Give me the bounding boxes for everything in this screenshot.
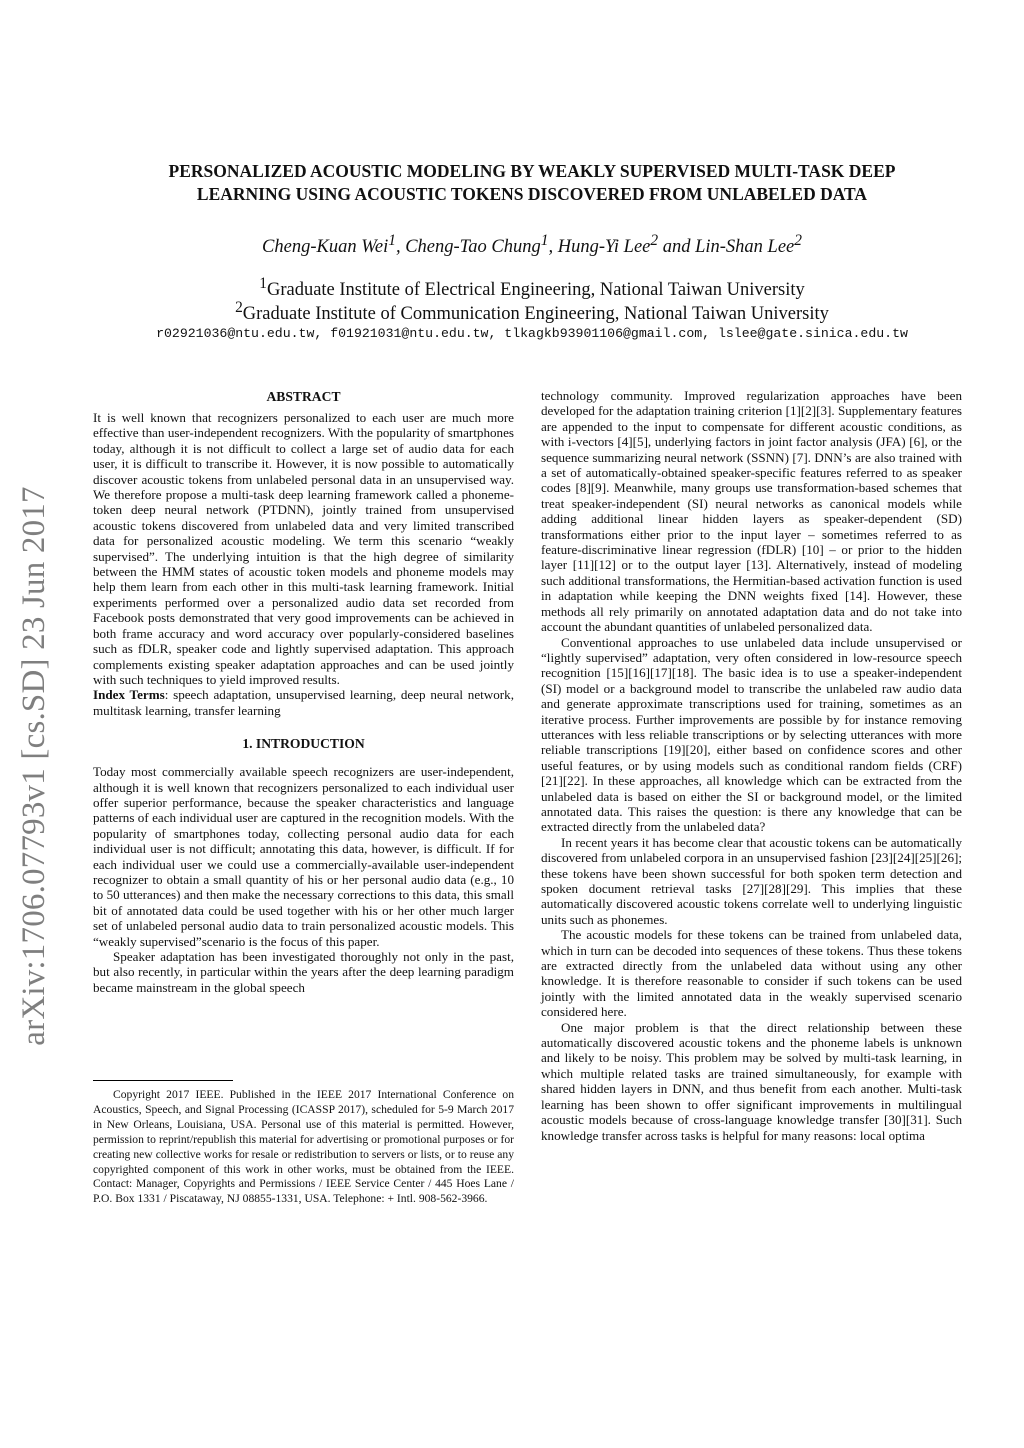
body-paragraph-4: The acoustic models for these tokens can be trained from unlabeled data, which in turn can be decoded into sequences of these tokens. Thus these tokens are extracted directly from the unlabeled data without using any other knowledge. It is therefore reasonable to consider if such tokens can be used jointly with the limited annotated data in the weakly supervised scenario considered here.	[541, 927, 962, 1020]
arxiv-identifier: arXiv:1706.07793v1 [cs.SD] 23 Jun 2017	[16, 486, 52, 1046]
left-column	[93, 388, 514, 995]
affiliation-2	[60, 296, 1004, 326]
footnote-rule	[93, 1080, 233, 1081]
author-name: Lin-Shan Lee	[695, 237, 795, 258]
author-emails: r02921036@ntu.edu.tw, f01921031@ntu.edu.tw, tlkagkb93901106@gmail.com, lslee@gate.sinica.edu.tw	[156, 326, 908, 341]
title-line-1: PERSONALIZED ACOUSTIC MODELING BY WEAKLY SUPERVISED MULTI-TASK DEEP	[168, 161, 896, 181]
author-affil-mark: 2	[650, 232, 659, 249]
body-paragraph-1: technology community. Improved regularization approaches have been developed for the adaptation training criterion [1][2][3]. Supplementary features are appended to the input to compensate for different acoustic conditions, as with i-vectors [4][5], underlying factors in joint factor analysis (JFA) [6], or the sequence summarizing neural network (SSNN) [7]. DNN’s are also trained with a set of automatically-obtained speaker-specific features referred to as speaker codes [8][9]. Meanwhile, many groups use transformation-based schemes that treat speaker-independent (SI) neural networks as canonical models while adding additional linear hidden layers as speaker-dependent (SD) transformations either prior to the input layer – sometimes referred to as feature-discriminative linear regression (fDLR) [10] – or prior to the hidden layer [11][12] or to the output layer [13]. Alternatively, instead of modeling such additional transformations, the Hermitian-based activation function is used in adaptation while keeping the DNN weights fixed [14]. However, these methods all rely primarily on annotated adaptation data and do not take into account the abundant quantities of unlabeled personalized data.	[541, 388, 962, 635]
author-affil-mark: 1	[540, 232, 549, 249]
author-separator: and	[658, 237, 696, 258]
abstract-text: It is well known that recognizers personalized to each user are much more effective than user-independent recognizers. With the popularity of smartphones today, although it is not difficult to collect a large set of audio data for each user, it is difficult to transcribe it. However, it is now possible to automatically discover acoustic tokens from unlabeled personal data in an unsupervised way. We therefore propose a multi-task deep learning framework called a phoneme-token deep neural network (PTDNN), jointly trained from unsupervised acoustic tokens discovered from unlabeled data and very limited transcribed data for personalized acoustic modeling. We term this scenario “weakly supervised”. The underlying intuition is that the high degree of similarity between the HMM states of acoustic token models and phoneme models may help them learn from each other in this multi-task learning framework. Initial experiments performed over a personalized audio data set recorded from Facebook posts demonstrated that very good improvements can be achieved in both frame accuracy and word accuracy over popularly-considered baselines such as fDLR, speaker code and lightly supervised adaptation. This approach complements existing speaker adaptation approaches and can be used jointly with such techniques to yield improved results.	[93, 410, 514, 687]
intro-paragraph-2: Speaker adaptation has been investigated thoroughly not only in the past, but also recently, in particular within the years after the deep learning paradigm became mainstream in the global speech	[93, 949, 514, 995]
affiliation-text: Graduate Institute of Electrical Engineering, National Taiwan University	[266, 280, 805, 301]
author-name: Cheng-Tao Chung	[405, 237, 541, 258]
affiliation-mark: 2	[235, 299, 243, 316]
author-separator: ,	[548, 237, 558, 258]
index-terms-text: : speech adaptation, unsupervised learning, deep neural network, multitask learning, transfer learning	[93, 687, 514, 718]
body-paragraph-2: Conventional approaches to use unlabeled data include unsupervised or “lightly supervised” adaptation, very often considered in low-resource speech recognition [15][16][17][18]. The basic idea is to use a speaker-independent (SI) model or a background model to transcribe the unlabeled raw audio data and generate approximate transcriptions used for training, sometimes as an iterative process. Further improvements are possible by for instance removing utterances with less reliable transcriptions or by selecting utterances with more reliable transcriptions [19][20], either based on confidence scores and other useful features, or by using models such as conditional random fields (CRF) [21][22]. In these approaches, all knowledge which can be extracted from the unlabeled data is based on either the SI or background model, or the limited annotated data. This raises the question: is there any knowledge that can be extracted directly from the unlabeled data?	[541, 634, 962, 835]
affiliation-mark: 1	[259, 275, 267, 292]
author-name: Cheng-Kuan Wei	[262, 237, 389, 258]
paper-title	[60, 160, 1004, 206]
author-list	[60, 229, 1004, 259]
affiliation-text: Graduate Institute of Communication Engineering, National Taiwan University	[242, 304, 829, 325]
title-line-2: LEARNING USING ACOUSTIC TOKENS DISCOVERED FROM UNLABELED DATA	[196, 184, 868, 204]
right-column	[541, 388, 962, 1143]
intro-paragraph-1: Today most commercially available speech recognizers are user-independent, although it is well known that recognizers personalized to each individual user offer superior performance, because the speaker characteristics and language patterns of each individual user are captured in the recognition models. With the popularity of smartphones today, collecting personal audio data for each individual user is not difficult; annotating this data, however, is difficult. If for each individual user we could use a commercially-available user-independent recognizer to obtain a small quantity of his or her personal audio data (e.g., 10 to 50 utterances) and then make the necessary corrections to this data, this small bit of annotated data could be used together with his or her other much larger set of unlabeled personal audio data to train personalized acoustic models. This “weakly supervised”scenario is the focus of this paper.	[93, 764, 514, 949]
author-name: Hung-Yi Lee	[557, 237, 651, 258]
abstract-heading: ABSTRACT	[266, 389, 341, 404]
author-affil-mark: 2	[794, 232, 802, 249]
introduction-heading: 1. INTRODUCTION	[242, 736, 365, 752]
body-paragraph-3: In recent years it has become clear that acoustic tokens can be automatically discovered from unlabeled corpora in an unsupervised fashion [23][24][25][26]; these tokens have been shown successful for both spoken term detection and spoken document retrieval tasks [27][28][29]. This implies that these automatically discovered acoustic tokens correlate well to underlying linguistic units such as phonemes.	[541, 834, 962, 927]
copyright-notice	[93, 1088, 514, 1207]
author-separator: ,	[395, 237, 406, 258]
index-terms	[93, 687, 514, 718]
author-affil-mark: 1	[388, 232, 396, 249]
index-terms-label: Index Terms	[93, 687, 165, 703]
body-paragraph-5: One major problem is that the direct relationship between these automatically discovered acoustic tokens and the phoneme labels is unknown and likely to be noisy. This problem may be solved by multi-task learning, in which multiple related tasks are trained simultaneously, for example with shared hidden layers in DNN, and thus benefit from each another. Multi-task learning has been shown to offer significant improvements in multilingual acoustic models because of cross-language knowledge transfer [30][31]. Such knowledge transfer across tasks is helpful for many reasons: local optima	[541, 1019, 962, 1143]
copyright-text: Copyright 2017 IEEE. Published in the IEEE 2017 International Conference on Acoustics, Speech, and Signal Processing (ICASSP 2017), scheduled for 5-9 March 2017 in New Orleans, Louisiana, USA. Personal use of this material is permitted. However, permission to reprint/republish this material for advertising or promotional purposes or for creating new collective works for resale or redistribution to servers or lists, or to reuse any copyrighted component of this work in other works, must be obtained from the IEEE. Contact: Manager, Copyrights and Permissions / IEEE Service Center / 445 Hoes Lane / P.O. Box 1331 / Piscataway, NJ 08855-1331, USA. Telephone: + Intl. 908-562-3966.	[93, 1088, 514, 1206]
